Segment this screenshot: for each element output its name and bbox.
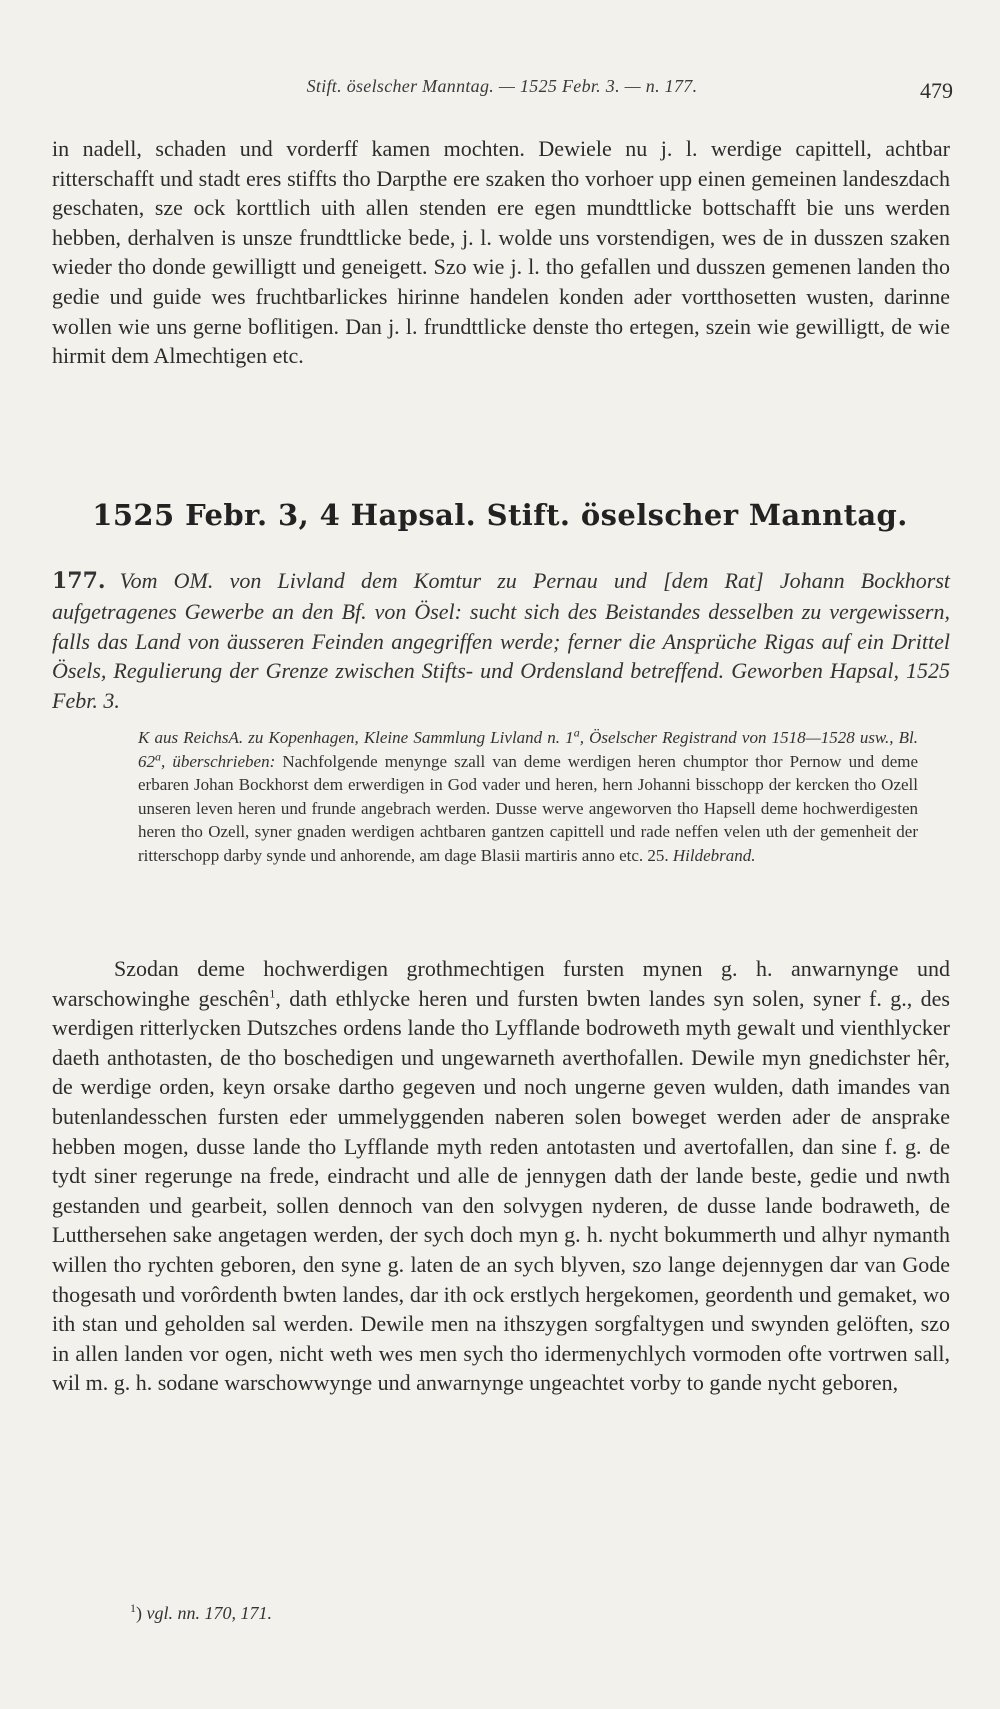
body-paragraph-2 — [52, 954, 950, 1398]
source-sup-2: a — [155, 748, 161, 763]
running-header: Stift. öselscher Manntag. — 1525 Febr. 3. — n. 177. — [306, 76, 698, 96]
source-lead-2: , Öselscher Registrand von 1518—1528 usw., Bl. 62 — [138, 728, 918, 771]
section-heading: 1525 Febr. 3, 4 Hapsal. Stift. öselscher Manntag. — [92, 498, 908, 532]
paragraph-2-part-2: , dath ethlycke heren und fursten bwten landes syn solen, syner f. g., des werdigen ritterlycken Dutszches ordens lande tho Lyfflande bodroweth myth gewalt und vienthlycker daeth anthotasten, de tho boschedigen und ungewarneth averthofallen. Dewile myn gnedichster hêr, de werdige orden, keyn orsake dartho gegeven und noch ungerne geven wulden, dath imandes van butenlandesschen fursten eder ummelyggenden naberen solen boweget werden ader de ansprake hebben mogen, dusse lande tho Lyfflande myth reden antotasten und avertofallen, dan sine f. g. de tydt siner regerunge na frede, eindracht und alle de jennygen dath der lande beste, gedie und nwth gestanden und gearbeit, sollen dennoch van den solvygen nyderen, de dusse lande bodraweth, de Lutthersehen sake angetagen werden, der sych doch myn g. h. nycht bokummerth und alhyr nymanth willen tho rychten geboren, den syne g. laten de an sych blyven, szo lange dejennygen dar van Gode thogesath und vorôrdenth bwten landes, dar ith ock erstlych hergekomen, geordenth und gemaket, wo ith stan und geholden sal werden. Dewile men na ithszygen sorgfaltygen und swynden gelöften, szo in allen landen vor ogen, nicht weth wes men sych tho idermenychlych vormoden ofte vortrwen sall, wil m. g. h. sodane warschowwynge und anwarnynge ungeachtet vorby to gande nycht geboren, — [52, 985, 950, 1396]
regest — [52, 566, 950, 716]
footnote-ref: 1 — [269, 986, 276, 1001]
source-lead: K aus ReichsA. zu Kopenhagen, Kleine Sammlung Livland n. 1 — [138, 728, 574, 747]
footnote: $^1$) vgl. nn. 170, 171. — [130, 1601, 272, 1623]
regest-text: Vom OM. von Livland dem Komtur zu Pernau und [dem Rat] Johann Bockhorst aufgetragenes Gewerbe an den Bf. von Ösel: sucht sich des Beistandes desselben zu vergewissern, falls das Land von äusseren Feinden angegriffen werde; ferner die Ansprüche Rigas auf ein Drittel Ösels, Regulierung der Grenze zwischen Stifts- und Ordensland betreffend. Geworben Hapsal, 1525 Febr. 3. — [52, 568, 950, 714]
source-note — [138, 726, 918, 868]
page-number: 479 — [920, 78, 953, 103]
footnote-mark: 1 — [130, 1601, 136, 1615]
paragraph-2-part-1: Szodan deme hochwerdigen grothmechtigen fursten mynen g. h. anwarnynge und warschowinghe geschên — [52, 956, 950, 1011]
source-lead-3: , überschrieben: — [161, 751, 276, 771]
document-number: 177. — [52, 568, 106, 594]
editor-signature: Hildebrand. — [672, 845, 756, 865]
source-sup-1: a — [573, 725, 580, 740]
footnote-text: vgl. nn. 170, 171. — [146, 1603, 272, 1623]
body-paragraph-1: in nadell, schaden und vorderff kamen mochten. Dewiele nu j. l. werdige capittell, achtbar ritterschafft und stadt eres stiffts tho Darpthe ere szaken tho vorhoer upp einen gemeinen landeszdach geschaten, sze ock korttlich uith allen stenden ere egen mundttlicke bottschafft bie uns werden hebben, derhalven is unsze frundttlicke bede, j. l. wolde uns vorstendigen, wes de in dusszen szaken wieder tho donde gewilligtt und geneigett. Szo wie j. l. tho gefallen und dusszen gemenen landen tho gedie und guide wes fruchtbarlickes hirinne handelen konden ader vortthosetten wusten, darinne wollen wie uns gerne boflitigen. Dan j. l. frundttlicke denste tho ertegen, szein wie gewilligtt, de wie hirmit dem Almechtigen etc. — [52, 136, 950, 369]
source-text: Nachfolgende menynge szall van deme werdigen heren chumptor thor Pernow und deme erbaren Johan Bockhorst dem erwerdigen in God vader und heren, hern Johanni bisschopp der kercken tho Ozell unseren leven heren und frunde angebrach werden. Dusse werve angeworven tho Hapsell deme hochwerdigesten heren tho Ozell, syner gnaden werdigen achtbaren gantzen capittell und rade neffen velen uth der gemenheit der ritterschopp darby synde und anhorende, am dage Blasii martiris anno etc. 25. — [138, 751, 919, 865]
